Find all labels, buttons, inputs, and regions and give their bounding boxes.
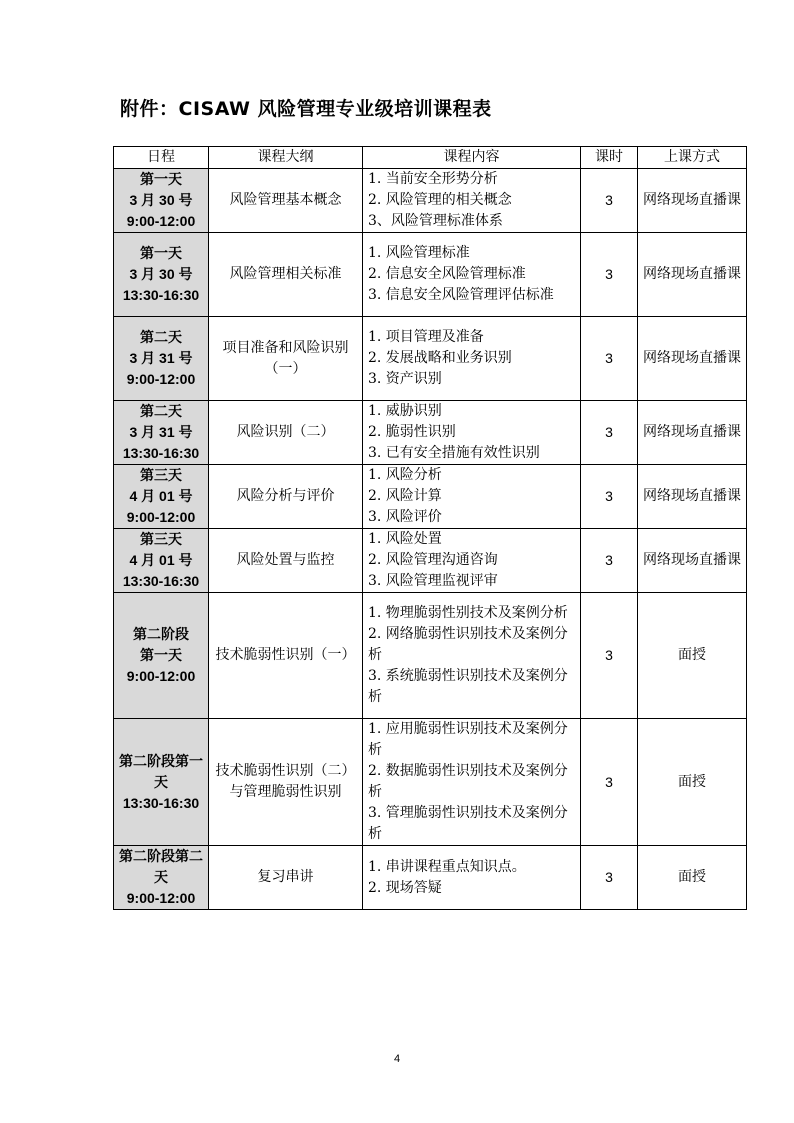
header-date: 日程 (114, 147, 209, 169)
page-number: 4 (393, 1053, 401, 1065)
date-cell (114, 465, 209, 529)
content-cell (363, 233, 581, 317)
hours-cell: 3 (581, 317, 638, 401)
content-cell (363, 401, 581, 465)
outline-cell: 风险识别（二） (209, 401, 363, 465)
header-outline: 课程大纲 (209, 147, 363, 169)
content-item: 3. 信息安全风险管理评估标准 (368, 287, 554, 303)
table-row (114, 401, 747, 465)
table-row (114, 169, 747, 233)
date-day: 第二阶段第二天 (119, 848, 203, 885)
table-header-row (114, 147, 747, 169)
content-item: 2. 脆弱性识别 (368, 424, 456, 440)
hours-cell: 3 (581, 233, 638, 317)
date-time: 13:30-16:30 (122, 287, 200, 303)
date-cell (114, 401, 209, 465)
content-item: 2. 风险管理的相关概念 (368, 192, 512, 208)
content-item: 1. 威胁识别 (368, 403, 442, 419)
content-item: 2. 风险计算 (368, 488, 442, 504)
header-mode: 上课方式 (638, 147, 747, 169)
mode-cell: 网络现场直播课 (638, 401, 747, 465)
date-cell (114, 719, 209, 846)
header-hours: 课时 (581, 147, 638, 169)
date-cell (114, 233, 209, 317)
table-row (114, 317, 747, 401)
outline-cell: 复习串讲 (209, 846, 363, 910)
content-item: 3. 风险评价 (368, 509, 442, 525)
content-item: 2. 风险管理沟通咨询 (368, 552, 498, 568)
hours-cell: 3 (581, 465, 638, 529)
date-day: 第三天 (140, 467, 182, 483)
date-time: 9:00-12:00 (126, 371, 196, 387)
date-time: 9:00-12:00 (126, 890, 196, 906)
content-item: 1. 风险分析 (368, 467, 442, 483)
content-item: 1. 项目管理及准备 (368, 329, 484, 345)
hours-cell: 3 (581, 719, 638, 846)
content-item: 2. 数据脆弱性识别技术及案例分析 (368, 763, 568, 800)
date-time: 13:30-16:30 (122, 794, 200, 811)
date-day: 第一天 (140, 171, 182, 187)
content-item: 1. 风险管理标准 (368, 245, 470, 261)
content-cell (363, 317, 581, 401)
date-day: 第二阶段 (133, 626, 189, 642)
date-time: 13:30-16:30 (122, 445, 200, 461)
date-month: 4 月 01 号 (129, 552, 193, 568)
content-cell (363, 465, 581, 529)
outline-cell: 风险分析与评价 (209, 465, 363, 529)
mode-cell: 网络现场直播课 (638, 233, 747, 317)
table-row (114, 465, 747, 529)
date-day: 第三天 (140, 531, 182, 547)
outline-cell: 技术脆弱性识别（二）与管理脆弱性识别 (209, 719, 363, 846)
header-content: 课程内容 (363, 147, 581, 169)
mode-cell: 面授 (638, 846, 747, 910)
content-item: 2. 信息安全风险管理标准 (368, 266, 526, 282)
content-cell (363, 169, 581, 233)
content-cell (363, 529, 581, 593)
content-cell (363, 846, 581, 910)
mode-cell: 网络现场直播课 (638, 317, 747, 401)
table-row (114, 846, 747, 910)
date-month: 3 月 31 号 (129, 350, 193, 366)
content-item: 3. 风险管理监视评审 (368, 573, 498, 589)
outline-cell: 风险管理相关标准 (209, 233, 363, 317)
content-item: 3. 系统脆弱性识别技术及案例分析 (368, 668, 568, 705)
mode-cell: 面授 (638, 719, 747, 846)
table-row (114, 593, 747, 719)
content-item: 3. 管理脆弱性识别技术及案例分析 (368, 805, 568, 842)
content-cell (363, 719, 581, 846)
date-cell (114, 846, 209, 910)
content-item: 2. 网络脆弱性识别技术及案例分析 (368, 626, 568, 663)
date-time: 9:00-12:00 (126, 213, 196, 229)
date-day: 第一天 (140, 245, 182, 261)
outline-cell: 风险处置与监控 (209, 529, 363, 593)
content-item: 1. 风险处置 (368, 531, 442, 547)
date-time: 9:00-12:00 (126, 668, 196, 684)
content-item: 1. 当前安全形势分析 (368, 171, 498, 187)
outline-cell: 技术脆弱性识别（一） (209, 593, 363, 719)
date-cell (114, 317, 209, 401)
page-title: 附件：CISAW 风险管理专业级培训课程表 (120, 98, 492, 120)
date-cell (114, 169, 209, 233)
content-item: 1. 串讲课程重点知识点。 (368, 858, 526, 875)
date-day: 第二天 (140, 403, 182, 419)
content-item: 3. 资产识别 (368, 371, 442, 387)
content-item: 3、风险管理标准体系 (368, 213, 503, 229)
hours-cell: 3 (581, 593, 638, 719)
content-item: 1. 物理脆弱性别技术及案例分析 (368, 605, 568, 621)
date-cell (114, 529, 209, 593)
mode-cell: 网络现场直播课 (638, 529, 747, 593)
mode-cell: 网络现场直播课 (638, 169, 747, 233)
content-item: 2. 发展战略和业务识别 (368, 350, 512, 366)
date-month: 3 月 30 号 (129, 192, 193, 208)
content-cell (363, 593, 581, 719)
hours-cell: 3 (581, 169, 638, 233)
date-time: 13:30-16:30 (122, 573, 200, 589)
date-month: 第一天 (140, 647, 182, 663)
content-item: 2. 现场答疑 (368, 879, 442, 896)
date-time: 9:00-12:00 (126, 509, 196, 525)
date-month: 3 月 31 号 (129, 424, 193, 440)
date-day: 第二阶段第一天 (119, 752, 203, 790)
date-cell (114, 593, 209, 719)
date-day: 第二天 (140, 329, 182, 345)
content-item: 3. 已有安全措施有效性识别 (368, 445, 540, 461)
hours-cell: 3 (581, 846, 638, 910)
date-month: 3 月 30 号 (129, 266, 193, 282)
table-row (114, 233, 747, 317)
hours-cell: 3 (581, 401, 638, 465)
outline-cell: 风险管理基本概念 (209, 169, 363, 233)
mode-cell: 面授 (638, 593, 747, 719)
outline-cell: 项目准备和风险识别（一） (209, 317, 363, 401)
course-schedule-table (113, 146, 747, 910)
table-row (114, 529, 747, 593)
date-month: 4 月 01 号 (129, 488, 193, 504)
content-item: 1. 应用脆弱性识别技术及案例分析 (368, 721, 568, 758)
mode-cell: 网络现场直播课 (638, 465, 747, 529)
hours-cell: 3 (581, 529, 638, 593)
table-row (114, 719, 747, 846)
